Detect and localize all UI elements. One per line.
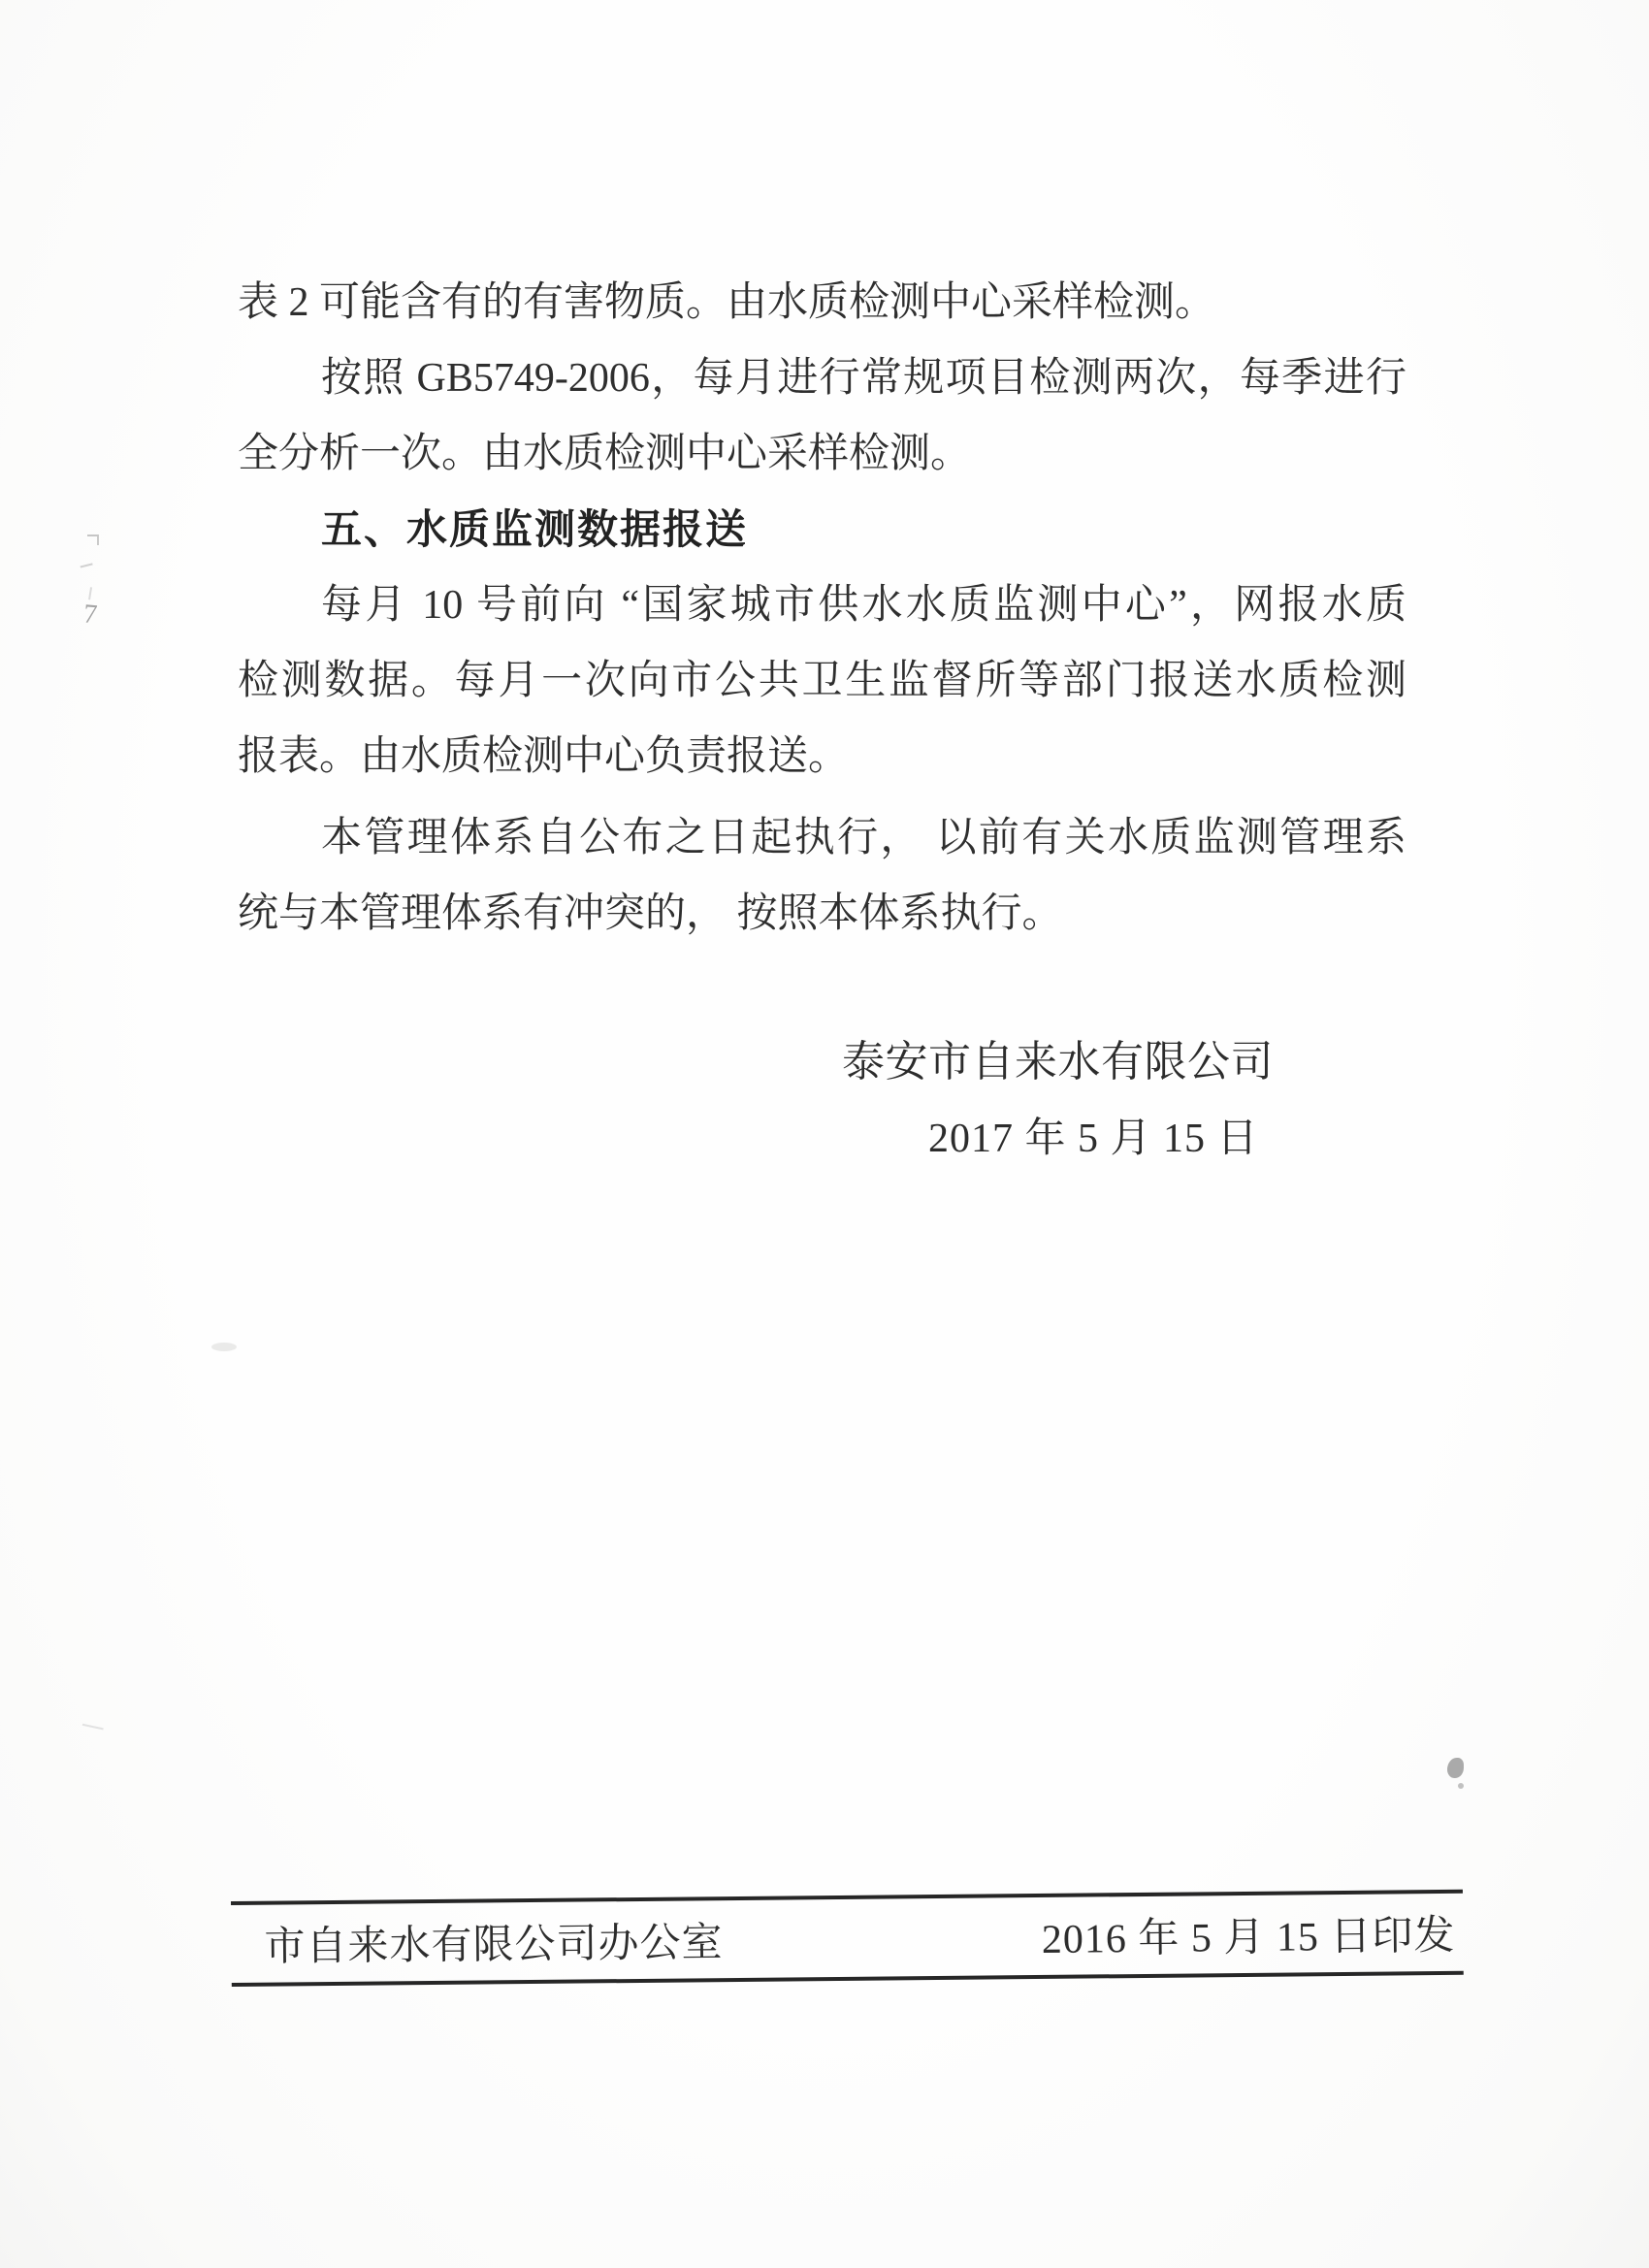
document-body	[238, 265, 1406, 952]
signature-company: 泰安市自来水有限公司	[842, 1038, 1274, 1085]
footer-office-label: 市自来水有限公司办公室	[264, 1921, 724, 1970]
body-line-5: 每月 10 号前向 “国家城市供水水质监测中心”，网报水质	[321, 583, 1406, 628]
signature-date: 2017 年 5 月 15 日	[928, 1117, 1259, 1161]
body-line-9: 统与本管理体系有冲突的， 按照本体系执行。	[238, 891, 1063, 936]
body-line-8: 本管理体系自公布之日起执行， 以前有关水质监测管理系	[321, 816, 1406, 860]
scan-artifact	[211, 1343, 237, 1351]
scan-artifact	[87, 535, 99, 545]
footer-colophon	[231, 1890, 1464, 1987]
body-line-7: 报表。由水质检测中心负责报送。	[238, 734, 850, 779]
body-line-1: 表 2 可能含有的有害物质。由水质检测中心采样检测。	[238, 280, 1216, 325]
section-heading: 五、水质监测数据报送	[321, 506, 749, 552]
body-line-6: 检测数据。每月一次向市公共卫生监督所等部门报送水质检测	[238, 659, 1406, 703]
body-line-3: 全分析一次。由水质检测中心采样检测。	[238, 432, 972, 476]
body-line-2: 按照 GB5749-2006，每月进行常规项目检测两次，每季进行	[321, 356, 1406, 401]
scan-artifact	[1458, 1783, 1464, 1789]
footer-issue-date: 2016 年 5 月 15 日印发	[1041, 1913, 1456, 1962]
scan-artifact	[81, 1724, 103, 1736]
scan-artifact	[79, 559, 92, 568]
scan-artifact	[88, 587, 101, 601]
scan-artifact: 7	[81, 599, 99, 631]
scan-artifact	[1447, 1758, 1464, 1778]
